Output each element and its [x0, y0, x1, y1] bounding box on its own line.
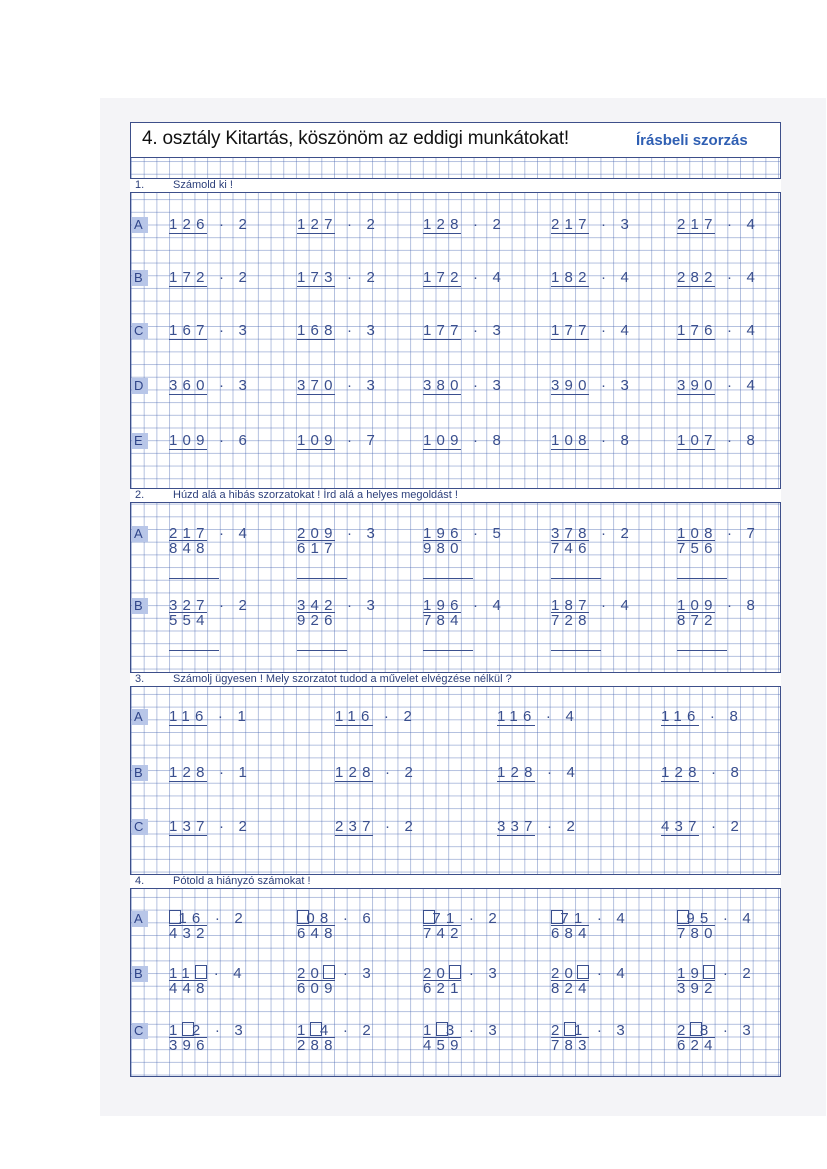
- product-result: 432: [169, 925, 210, 942]
- multiplication-problem: 217 · 3: [551, 216, 635, 233]
- multiplication-problem: 116 · 1: [169, 708, 251, 725]
- multiplication-problem: 1 2 · 3: [169, 1022, 248, 1039]
- answer-underline: [551, 540, 589, 541]
- multiplication-problem: 187 · 4: [551, 597, 635, 614]
- answer-underline: [677, 394, 715, 395]
- multiplication-problem: 126 · 2: [169, 216, 253, 233]
- multiplication-problem: 116 · 2: [335, 708, 417, 725]
- row-label: D: [132, 378, 148, 394]
- multiplication-problem: 128 · 2: [335, 764, 419, 781]
- multiplication-problem: 237 · 2: [335, 818, 419, 835]
- multiplication-problem: 167 · 3: [169, 322, 253, 339]
- multiplication-problem: 109 · 6: [169, 432, 253, 449]
- row-label: A: [132, 217, 148, 233]
- multiplication-problem: 176 · 4: [677, 322, 761, 339]
- answer-underline: [661, 781, 699, 782]
- multiplication-problem: 390 · 3: [551, 377, 635, 394]
- answer-underline: [677, 540, 715, 541]
- multiplication-problem: 217 · 4: [677, 216, 761, 233]
- answer-underline: [551, 1037, 589, 1038]
- answer-underline: [169, 835, 207, 836]
- answer-underline: [297, 394, 335, 395]
- correction-line: [297, 650, 347, 651]
- product-result: 980: [423, 540, 464, 557]
- answer-underline: [335, 725, 373, 726]
- multiplication-problem: 108 · 7: [677, 525, 761, 542]
- row-label: B: [132, 598, 148, 614]
- missing-digit-box: [703, 965, 715, 979]
- product-result: 728: [551, 612, 592, 629]
- answer-underline: [551, 286, 589, 287]
- multiplication-problem: 390 · 4: [677, 377, 761, 394]
- product-result: 396: [169, 1037, 210, 1054]
- answer-underline: [551, 612, 589, 613]
- correction-line: [169, 650, 219, 651]
- row-label: C: [132, 819, 148, 835]
- answer-underline: [169, 394, 207, 395]
- product-result: 459: [423, 1037, 464, 1054]
- answer-underline: [335, 781, 373, 782]
- multiplication-problem: 342 · 3: [297, 597, 381, 614]
- row-label: C: [132, 1023, 148, 1039]
- multiplication-problem: 109 · 7: [297, 432, 381, 449]
- multiplication-problem: 116 · 4: [497, 708, 579, 725]
- multiplication-problem: 168 · 3: [297, 322, 381, 339]
- row-label: A: [132, 911, 148, 927]
- answer-underline: [297, 286, 335, 287]
- answer-underline: [497, 835, 535, 836]
- missing-digit-box: [436, 1022, 448, 1036]
- multiplication-problem: 378 · 2: [551, 525, 635, 542]
- answer-underline: [661, 835, 699, 836]
- product-result: 742: [423, 925, 464, 942]
- answer-underline: [551, 339, 589, 340]
- product-result: 609: [297, 980, 338, 997]
- missing-digit-box: [677, 910, 689, 924]
- answer-underline: [423, 394, 461, 395]
- section-number: 4.: [135, 875, 145, 887]
- answer-underline: [677, 286, 715, 287]
- section-instruction: Húzd alá a hibás szorzatokat ! Írd alá a helyes megoldást !: [173, 489, 458, 501]
- multiplication-problem: 95 · 4: [677, 910, 756, 927]
- answer-underline: [169, 781, 207, 782]
- product-result: 648: [297, 925, 338, 942]
- multiplication-problem: 196 · 5: [423, 525, 507, 542]
- missing-digit-box: [182, 1022, 194, 1036]
- multiplication-problem: 370 · 3: [297, 377, 381, 394]
- answer-underline: [551, 980, 589, 981]
- answer-underline: [423, 233, 461, 234]
- product-result: 872: [677, 612, 718, 629]
- missing-digit-box: [551, 910, 563, 924]
- answer-underline: [677, 339, 715, 340]
- correction-line: [677, 578, 727, 579]
- missing-digit-box: [310, 1022, 322, 1036]
- multiplication-problem: 128 · 4: [497, 764, 581, 781]
- product-result: 926: [297, 612, 338, 629]
- multiplication-problem: 109 · 8: [677, 597, 761, 614]
- missing-digit-box: [577, 965, 589, 979]
- product-result: 448: [169, 980, 210, 997]
- multiplication-problem: 182 · 4: [551, 269, 635, 286]
- answer-underline: [497, 781, 535, 782]
- section-number: 1.: [135, 179, 145, 191]
- multiplication-problem: 173 · 2: [297, 269, 381, 286]
- answer-underline: [677, 449, 715, 450]
- product-result: 684: [551, 925, 592, 942]
- product-result: 624: [677, 1037, 718, 1054]
- answer-underline: [497, 725, 535, 726]
- multiplication-problem: 71 · 2: [423, 910, 502, 927]
- correction-line: [551, 578, 601, 579]
- answer-underline: [335, 835, 373, 836]
- section-instruction: Pótold a hiányzó számokat !: [173, 875, 311, 887]
- multiplication-problem: 327 · 2: [169, 597, 253, 614]
- missing-digit-box: [449, 965, 461, 979]
- product-result: 780: [677, 925, 718, 942]
- answer-underline: [297, 540, 335, 541]
- section-number: 3.: [135, 673, 145, 685]
- answer-underline: [169, 339, 207, 340]
- answer-underline: [169, 725, 207, 726]
- answer-underline: [169, 286, 207, 287]
- correction-line: [169, 578, 219, 579]
- missing-digit-box: [690, 1022, 702, 1036]
- answer-underline: [677, 980, 715, 981]
- multiplication-problem: 108 · 8: [551, 432, 635, 449]
- answer-underline: [661, 725, 699, 726]
- answer-underline: [169, 612, 207, 613]
- answer-underline: [169, 980, 207, 981]
- row-label: A: [132, 709, 148, 725]
- multiplication-problem: 360 · 3: [169, 377, 253, 394]
- answer-underline: [297, 925, 335, 926]
- answer-underline: [677, 925, 715, 926]
- multiplication-problem: 137 · 2: [169, 818, 253, 835]
- multiplication-problem: 209 · 3: [297, 525, 381, 542]
- answer-underline: [297, 233, 335, 234]
- answer-underline: [297, 1037, 335, 1038]
- answer-underline: [169, 1037, 207, 1038]
- product-result: 288: [297, 1037, 338, 1054]
- answer-underline: [169, 449, 207, 450]
- missing-digit-box: [169, 910, 181, 924]
- answer-underline: [169, 925, 207, 926]
- multiplication-problem: 172 · 4: [423, 269, 507, 286]
- multiplication-problem: 177 · 3: [423, 322, 507, 339]
- answer-underline: [423, 612, 461, 613]
- multiplication-problem: 128 · 1: [169, 764, 253, 781]
- page-title: 4. osztály Kitartás, köszönöm az eddigi munkátokat!: [142, 128, 570, 149]
- answer-underline: [677, 233, 715, 234]
- product-result: 824: [551, 980, 592, 997]
- answer-underline: [423, 286, 461, 287]
- multiplication-problem: 16 · 2: [169, 910, 248, 927]
- row-label: B: [132, 966, 148, 982]
- multiplication-problem: 71 · 4: [551, 910, 630, 927]
- answer-underline: [551, 925, 589, 926]
- multiplication-problem: 2 1 · 3: [551, 1022, 630, 1039]
- multiplication-problem: 337 · 2: [497, 818, 581, 835]
- answer-underline: [551, 233, 589, 234]
- product-result: 621: [423, 980, 464, 997]
- answer-underline: [169, 233, 207, 234]
- multiplication-problem: 172 · 2: [169, 269, 253, 286]
- multiplication-problem: 380 · 3: [423, 377, 507, 394]
- multiplication-problem: 20 · 3: [423, 965, 502, 982]
- answer-underline: [677, 612, 715, 613]
- correction-line: [423, 578, 473, 579]
- product-result: 392: [677, 980, 718, 997]
- product-result: 617: [297, 540, 338, 557]
- multiplication-problem: 282 · 4: [677, 269, 761, 286]
- row-label: B: [132, 765, 148, 781]
- answer-underline: [297, 612, 335, 613]
- answer-underline: [297, 339, 335, 340]
- product-result: 783: [551, 1037, 592, 1054]
- answer-underline: [297, 980, 335, 981]
- product-result: 848: [169, 540, 210, 557]
- multiplication-problem: 11 · 4: [169, 965, 247, 982]
- section-instruction: Számold ki !: [173, 179, 233, 191]
- answer-underline: [423, 449, 461, 450]
- multiplication-problem: 20 · 3: [297, 965, 376, 982]
- row-label: C: [132, 323, 148, 339]
- answer-underline: [423, 339, 461, 340]
- answer-underline: [423, 540, 461, 541]
- section-number: 2.: [135, 489, 145, 501]
- multiplication-problem: 196 · 4: [423, 597, 507, 614]
- row-label: A: [132, 526, 148, 542]
- missing-digit-box: [297, 910, 309, 924]
- answer-underline: [423, 1037, 461, 1038]
- answer-underline: [423, 980, 461, 981]
- row-label: B: [132, 270, 148, 286]
- multiplication-problem: 1 4 · 2: [297, 1022, 376, 1039]
- multiplication-problem: 107 · 8: [677, 432, 761, 449]
- missing-digit-box: [564, 1022, 576, 1036]
- multiplication-problem: 08 · 6: [297, 910, 376, 927]
- missing-digit-box: [195, 965, 207, 979]
- correction-line: [423, 650, 473, 651]
- answer-underline: [297, 449, 335, 450]
- multiplication-problem: 128 · 8: [661, 764, 745, 781]
- product-result: 554: [169, 612, 210, 629]
- missing-digit-box: [323, 965, 335, 979]
- answer-underline: [551, 449, 589, 450]
- page-subtitle: Írásbeli szorzás: [636, 132, 748, 149]
- product-result: 746: [551, 540, 592, 557]
- correction-line: [551, 650, 601, 651]
- section-instruction: Számolj ügyesen ! Mely szorzatot tudod a művelet elvégzése nélkül ?: [173, 673, 512, 685]
- answer-underline: [169, 540, 207, 541]
- multiplication-problem: 437 · 2: [661, 818, 745, 835]
- multiplication-problem: 116 · 8: [661, 708, 743, 725]
- answer-underline: [551, 394, 589, 395]
- row-label: E: [132, 433, 148, 449]
- multiplication-problem: 19 · 2: [677, 965, 756, 982]
- multiplication-problem: 1 3 · 3: [423, 1022, 502, 1039]
- multiplication-problem: 20 · 4: [551, 965, 630, 982]
- missing-digit-box: [423, 910, 435, 924]
- multiplication-problem: 109 · 8: [423, 432, 507, 449]
- product-result: 784: [423, 612, 464, 629]
- multiplication-problem: 128 · 2: [423, 216, 507, 233]
- product-result: 756: [677, 540, 718, 557]
- multiplication-problem: 127 · 2: [297, 216, 381, 233]
- correction-line: [297, 578, 347, 579]
- answer-underline: [423, 925, 461, 926]
- multiplication-problem: 217 · 4: [169, 525, 253, 542]
- multiplication-problem: 177 · 4: [551, 322, 635, 339]
- correction-line: [677, 650, 727, 651]
- multiplication-problem: 2 8 · 3: [677, 1022, 756, 1039]
- answer-underline: [677, 1037, 715, 1038]
